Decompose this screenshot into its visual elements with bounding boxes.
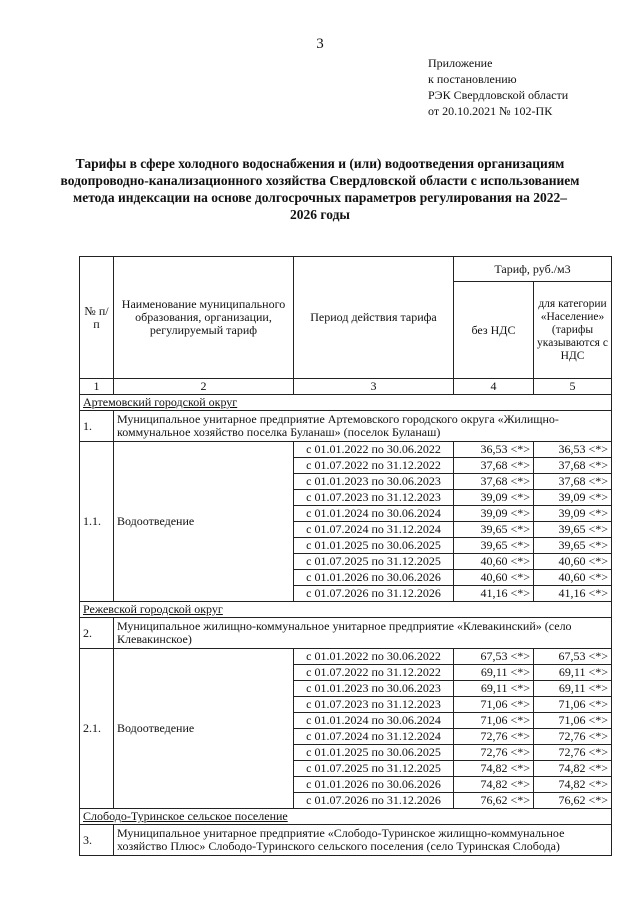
column-number: 1 (80, 379, 114, 395)
tariff-population-cell: 41,16 <*> (534, 586, 612, 602)
period-cell: с 01.07.2022 по 31.12.2022 (294, 665, 454, 681)
header-no-vat: без НДС (454, 282, 534, 379)
period-cell: с 01.07.2025 по 31.12.2025 (294, 554, 454, 570)
column-number: 4 (454, 379, 534, 395)
header-number: № п/п (80, 257, 114, 379)
period-cell: с 01.01.2023 по 30.06.2023 (294, 681, 454, 697)
organization-name: Муниципальное унитарное предприятие Артемовского городского округа «Жилищно-коммунальное хозяйство поселка Буланаш» (поселок Буланаш) (114, 411, 612, 442)
period-cell: с 01.01.2022 по 30.06.2022 (294, 649, 454, 665)
tariff-population-cell: 39,65 <*> (534, 538, 612, 554)
service-number: 2.1. (80, 649, 114, 809)
period-cell: с 01.07.2023 по 31.12.2023 (294, 490, 454, 506)
tariff-no-vat-cell: 72,76 <*> (454, 729, 534, 745)
column-number: 2 (114, 379, 294, 395)
tariff-population-cell: 36,53 <*> (534, 442, 612, 458)
tariff-no-vat-cell: 39,65 <*> (454, 522, 534, 538)
column-number: 5 (534, 379, 612, 395)
tariff-no-vat-cell: 71,06 <*> (454, 713, 534, 729)
section-row (80, 602, 612, 618)
period-cell: с 01.07.2026 по 31.12.2026 (294, 793, 454, 809)
organization-number: 3. (80, 825, 114, 856)
organization-number: 1. (80, 411, 114, 442)
tariff-no-vat-cell: 40,60 <*> (454, 570, 534, 586)
tariff-no-vat-cell: 41,16 <*> (454, 586, 534, 602)
tariff-population-cell: 72,76 <*> (534, 745, 612, 761)
appendix-line: от 20.10.2021 № 102-ПК (428, 104, 553, 118)
period-cell: с 01.01.2024 по 30.06.2024 (294, 713, 454, 729)
appendix-block (428, 55, 568, 119)
section-row (80, 395, 612, 411)
header-name: Наименование муниципального образования, организации, регулируемый тариф (114, 257, 294, 379)
period-cell: с 01.01.2023 по 30.06.2023 (294, 474, 454, 490)
tariff-population-cell: 37,68 <*> (534, 458, 612, 474)
section-title: Слободо-Туринское сельское поселение (80, 809, 612, 825)
tariff-population-cell: 37,68 <*> (534, 474, 612, 490)
tariff-no-vat-cell: 36,53 <*> (454, 442, 534, 458)
appendix-line: Приложение (428, 56, 493, 70)
period-cell: с 01.01.2026 по 30.06.2026 (294, 777, 454, 793)
service-name: Водоотведение (114, 649, 294, 809)
tariff-population-cell: 74,82 <*> (534, 777, 612, 793)
tariff-population-cell: 39,65 <*> (534, 522, 612, 538)
tariff-no-vat-cell: 72,76 <*> (454, 745, 534, 761)
tariff-no-vat-cell: 74,82 <*> (454, 761, 534, 777)
tariff-no-vat-cell: 39,09 <*> (454, 506, 534, 522)
tariff-table (79, 256, 612, 856)
table-row (80, 649, 612, 665)
header-tariff: Тариф, руб./м3 (454, 257, 612, 282)
tariff-population-cell: 40,60 <*> (534, 554, 612, 570)
tariff-population-cell: 67,53 <*> (534, 649, 612, 665)
tariff-no-vat-cell: 71,06 <*> (454, 697, 534, 713)
tariff-population-cell: 69,11 <*> (534, 681, 612, 697)
tariff-no-vat-cell: 76,62 <*> (454, 793, 534, 809)
tariff-population-cell: 39,09 <*> (534, 490, 612, 506)
tariff-population-cell: 72,76 <*> (534, 729, 612, 745)
period-cell: с 01.01.2024 по 30.06.2024 (294, 506, 454, 522)
section-title: Режевской городской округ (80, 602, 612, 618)
service-number: 1.1. (80, 442, 114, 602)
period-cell: с 01.01.2026 по 30.06.2026 (294, 570, 454, 586)
tariff-no-vat-cell: 37,68 <*> (454, 458, 534, 474)
organization-number: 2. (80, 618, 114, 649)
header-period: Период действия тарифа (294, 257, 454, 379)
period-cell: с 01.07.2024 по 31.12.2024 (294, 729, 454, 745)
tariff-population-cell: 40,60 <*> (534, 570, 612, 586)
column-number: 3 (294, 379, 454, 395)
tariff-no-vat-cell: 69,11 <*> (454, 681, 534, 697)
tariff-no-vat-cell: 39,09 <*> (454, 490, 534, 506)
section-row (80, 809, 612, 825)
tariff-no-vat-cell: 74,82 <*> (454, 777, 534, 793)
tariff-population-cell: 76,62 <*> (534, 793, 612, 809)
header-population: для категории «Население» (тарифы указываются с НДС (534, 282, 612, 379)
tariff-population-cell: 74,82 <*> (534, 761, 612, 777)
period-cell: с 01.07.2026 по 31.12.2026 (294, 586, 454, 602)
appendix-line: РЭК Свердловской области (428, 88, 569, 102)
tariff-population-cell: 69,11 <*> (534, 665, 612, 681)
organization-row (80, 411, 612, 442)
page-number: 3 (316, 36, 324, 52)
organization-name: Муниципальное унитарное предприятие «Слободо-Туринское жилищно-коммунальное хозяйство Плюс» Слободо-Туринского сельского поселения (село Туринская Слобода) (114, 825, 612, 856)
tariff-no-vat-cell: 67,53 <*> (454, 649, 534, 665)
tariff-population-cell: 71,06 <*> (534, 697, 612, 713)
tariff-no-vat-cell: 39,65 <*> (454, 538, 534, 554)
document-title: Тарифы в сфере холодного водоснабжения и (или) водоотведения организациям водопроводно-канализационного хозяйства Свердловской области с использованием метода индексации на основе долгосрочных параметров регулирования на 2022–2026 годы (60, 156, 580, 222)
table-row (80, 442, 612, 458)
tariff-population-cell: 71,06 <*> (534, 713, 612, 729)
period-cell: с 01.07.2025 по 31.12.2025 (294, 761, 454, 777)
period-cell: с 01.01.2022 по 30.06.2022 (294, 442, 454, 458)
table-body (80, 395, 612, 856)
organization-name: Муниципальное жилищно-коммунальное унитарное предприятие «Клевакинский» (село Клевакинское) (114, 618, 612, 649)
organization-row (80, 825, 612, 856)
period-cell: с 01.07.2022 по 31.12.2022 (294, 458, 454, 474)
tariff-population-cell: 39,09 <*> (534, 506, 612, 522)
appendix-line: к постановлению (428, 72, 517, 86)
service-name: Водоотведение (114, 442, 294, 602)
tariff-no-vat-cell: 40,60 <*> (454, 554, 534, 570)
organization-row (80, 618, 612, 649)
tariff-no-vat-cell: 37,68 <*> (454, 474, 534, 490)
period-cell: с 01.01.2025 по 30.06.2025 (294, 745, 454, 761)
period-cell: с 01.07.2023 по 31.12.2023 (294, 697, 454, 713)
tariff-no-vat-cell: 69,11 <*> (454, 665, 534, 681)
period-cell: с 01.07.2024 по 31.12.2024 (294, 522, 454, 538)
section-title: Артемовский городской округ (80, 395, 612, 411)
period-cell: с 01.01.2025 по 30.06.2025 (294, 538, 454, 554)
